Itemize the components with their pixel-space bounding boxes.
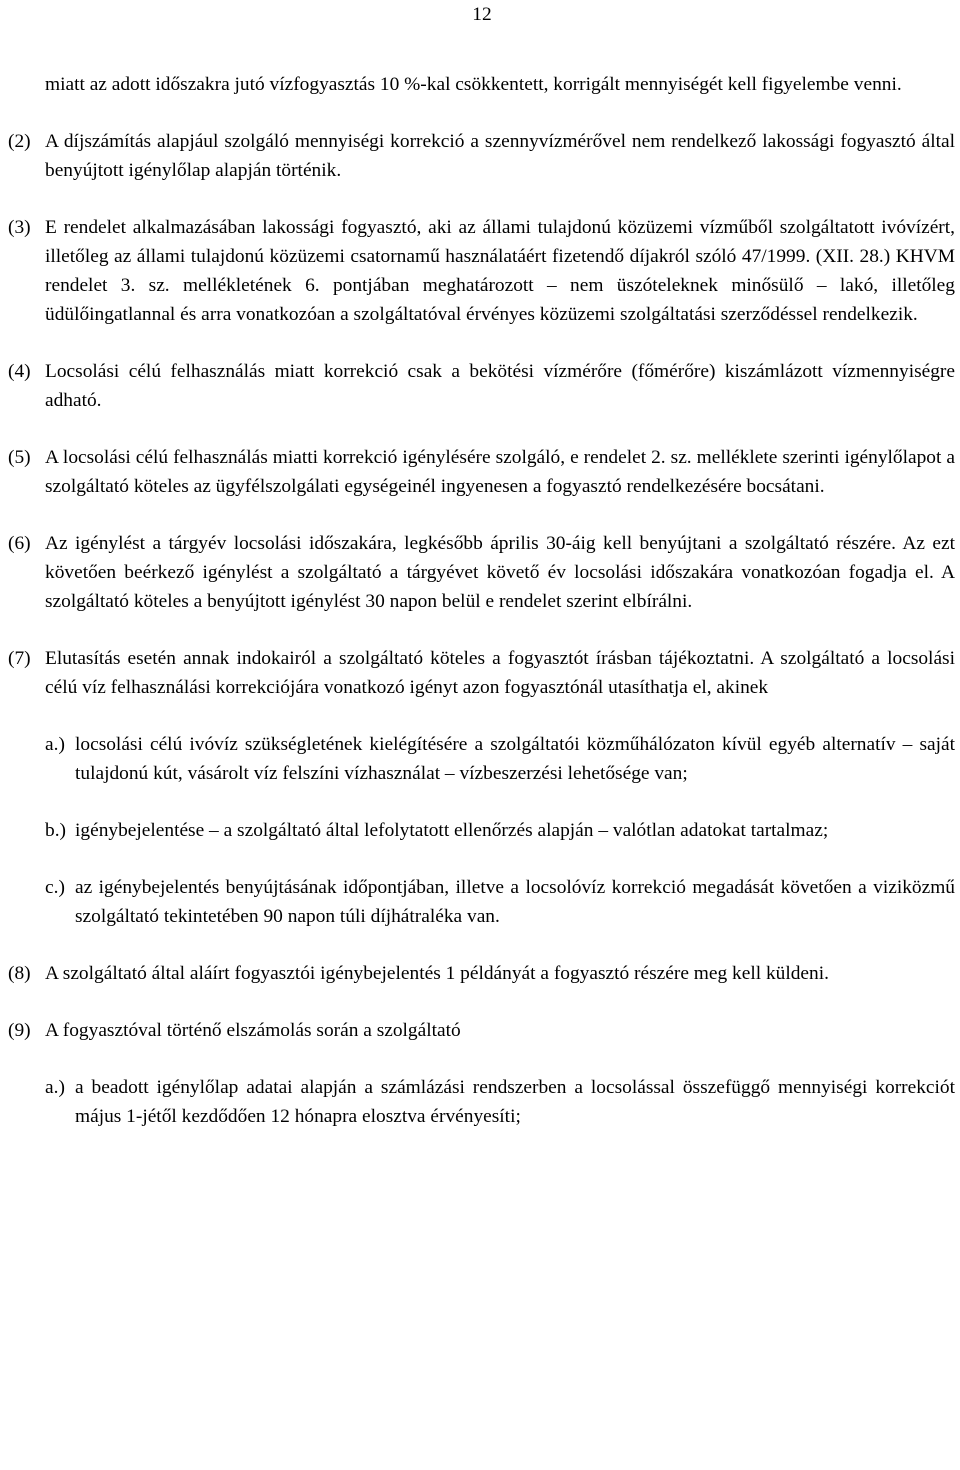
paragraph-text: Elutasítás esetén annak indokairól a szolgáltató köteles a fogyasztót írásban tájékoztatni. A szolgáltató a locsolási célú víz felhasználási korrekciójára vonatkozó igényt azon fogyasztónál utasíthatja el, akinek (45, 648, 955, 698)
document-body (8, 70, 955, 1131)
paragraph-6 (8, 529, 955, 616)
list-item-7a (8, 730, 955, 788)
paragraph-number: (3) (8, 217, 31, 238)
list-item-letter: c.) (45, 877, 65, 898)
paragraph-9 (8, 1016, 955, 1045)
paragraph-text: Locsolási célú felhasználás miatt korrekció csak a bekötési vízmérőre (főmérőre) kiszámlázott vízmennyiségre adható. (45, 361, 955, 411)
paragraph-4 (8, 357, 955, 415)
paragraph-text: A díjszámítás alapjául szolgáló mennyiségi korrekció a szennyvízmérővel nem rendelkező lakossági fogyasztó által benyújtott igénylőlap alapján történik. (45, 131, 955, 181)
paragraph-7 (8, 644, 955, 702)
paragraph-number: (6) (8, 533, 31, 554)
paragraph-2 (8, 127, 955, 185)
paragraph-number: (7) (8, 648, 31, 669)
paragraph-text: A szolgáltató által aláírt fogyasztói igénybejelentés 1 példányát a fogyasztó részére meg kell küldeni. (45, 963, 829, 984)
paragraph-text: A locsolási célú felhasználás miatti korrekció igénylésére szolgáló, e rendelet 2. sz. melléklete szerinti igénylőlapot a szolgáltató köteles az ügyfélszolgálati egységeinél ingyenesen a fogyasztó rendelkezésére bocsátani. (45, 447, 955, 497)
list-item-text: a beadott igénylőlap adatai alapján a számlázási rendszerben a locsolással összefüggő mennyiségi korrekciót május 1-jétől kezdődően 12 hónapra elosztva érvényesíti; (75, 1077, 955, 1127)
list-item-letter: a.) (45, 1077, 65, 1098)
paragraph-number: (2) (8, 131, 31, 152)
paragraph-number: (5) (8, 447, 31, 468)
paragraph-number: (4) (8, 361, 31, 382)
list-item-7b (8, 816, 955, 845)
list-item-letter: a.) (45, 734, 65, 755)
paragraph-5 (8, 443, 955, 501)
paragraph-number: (9) (8, 1020, 31, 1041)
paragraph-text: E rendelet alkalmazásában lakossági fogyasztó, aki az állami tulajdonú közüzemi vízműből szolgáltatott ivóvízért, illetőleg az állami tulajdonú közüzemi csatornamű használatáért fizetendő díjakról szóló 47/1999. (XII. 28.) KHVM rendelet 3. sz. mellékletének 6. pontjában meghatározott – nem üszóteleknek minősülő – lakó, illetőleg üdülőingatlannal és arra vonatkozóan a szolgáltatóval érvényes közüzemi szolgáltatási szerződéssel rendelkezik. (45, 217, 955, 325)
paragraph-3 (8, 213, 955, 329)
paragraph-text: Az igénylést a tárgyév locsolási időszakára, legkésőbb április 30-áig kell benyújtani a szolgáltató részére. Az ezt követően beérkező igénylést a szolgáltató a tárgyévet követő év locsolási időszakára vonatkozóan fogadja el. A szolgáltató köteles a benyújtott igénylést 30 napon belül e rendelet szerint elbírálni. (45, 533, 955, 612)
list-item-text: az igénybejelentés benyújtásának időpontjában, illetve a locsolóvíz korrekció megadását követően a viziközmű szolgáltató tekintetében 90 napon túli díjhátraléka van. (75, 877, 955, 927)
list-item-9a (8, 1073, 955, 1131)
paragraph-8 (8, 959, 955, 988)
paragraph-text: A fogyasztóval történő elszámolás során a szolgáltató (45, 1020, 461, 1041)
page-number: 12 (472, 4, 492, 25)
list-item-letter: b.) (45, 820, 67, 841)
paragraph-number: (8) (8, 963, 31, 984)
list-item-text: igénybejelentése – a szolgáltató által lefolytatott ellenőrzés alapján – valótlan adatokat tartalmaz; (75, 820, 829, 841)
list-item-7c (8, 873, 955, 931)
intro-paragraph: miatt az adott időszakra jutó vízfogyasztás 10 %-kal csökkentett, korrigált mennyiségét kell figyelembe venni. (45, 74, 902, 95)
list-item-text: locsolási célú ivóvíz szükségletének kielégítésére a szolgáltatói közműhálózaton kívül egyéb alternatív – saját tulajdonú kút, vásárolt víz felszíni vízhasználat – vízbeszerzési lehetősége van; (75, 734, 955, 784)
